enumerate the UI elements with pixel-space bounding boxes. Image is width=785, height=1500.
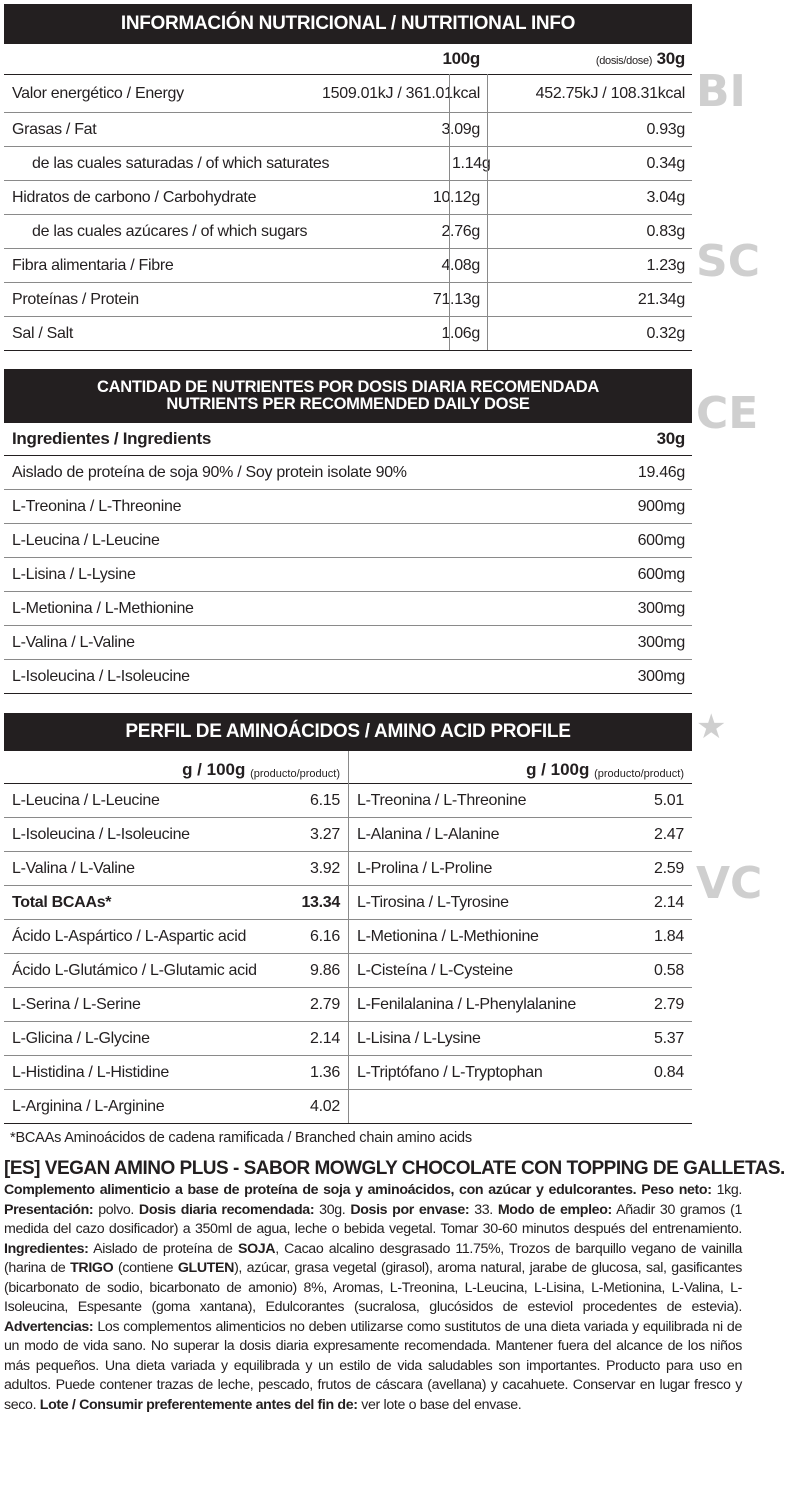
ingredient-row [4, 489, 692, 523]
amino-name: L-Lisina / L-Lysine [357, 1029, 481, 1047]
net-weight: 1kg. [716, 1182, 743, 1198]
ingredient-row [4, 659, 692, 693]
amino-name: L-Serina / L-Serine [12, 995, 141, 1013]
nutrient-perdose: 21.34g [637, 290, 685, 308]
amino-acid-grid [4, 751, 692, 1123]
net-weight-label: Peso neto: [641, 1182, 712, 1198]
daily-dose-title-en: NUTRIENTS PER RECOMMENDED DAILY DOSE [166, 395, 530, 413]
background-fragment: VC [696, 858, 763, 909]
amino-value: 3.92 [310, 859, 340, 877]
nutrient-per100: 10.12g [432, 188, 480, 206]
unit-label: g / 100g [182, 760, 246, 779]
ingredient-label: L-Leucina / L-Leucine [12, 531, 160, 549]
background-star-icon: ★ [696, 707, 727, 747]
ingredients-header-label: Ingredientes / Ingredients [12, 429, 212, 448]
ingredient-row [4, 591, 692, 625]
nutrition-row-carbohydrate [4, 180, 692, 214]
nutrition-row-sugars [4, 214, 692, 248]
amino-row [349, 885, 692, 919]
amino-value: 5.01 [654, 791, 684, 809]
amino-name: L-Histidina / L-Histidine [12, 1063, 170, 1081]
warnings-label: Advertencias: [4, 1318, 94, 1335]
nutrient-perdose: 0.83g [646, 222, 685, 240]
amino-value: 4.02 [310, 1097, 340, 1115]
amino-row [4, 1021, 348, 1055]
amino-name: Ácido L-Aspártico / L-Aspartic acid [12, 927, 247, 945]
amino-row [4, 1089, 348, 1123]
amino-row [349, 919, 692, 953]
amino-row [4, 919, 348, 953]
amino-value: 1.84 [654, 927, 684, 945]
allergen-soy: SOJA [237, 1240, 276, 1257]
amino-value: 2.79 [654, 995, 684, 1013]
nutrient-perdose: 0.34g [646, 154, 685, 172]
amino-name: L-Tirosina / L-Tyrosine [357, 893, 509, 911]
background-fragment: SC [696, 236, 760, 287]
ingredient-value: 600mg [637, 565, 685, 583]
nutrient-per100: 1.14g [451, 154, 491, 172]
daily-dose-label: Dosis diaria recomendada: [138, 1201, 315, 1218]
nutrient-label: Valor energético / Energy [12, 84, 184, 102]
amino-name: L-Isoleucina / L-Isoleucine [12, 825, 190, 843]
amino-name: L-Treonina / L-Threonine [357, 791, 527, 809]
amino-unit-header [349, 751, 692, 783]
amino-row [349, 851, 692, 885]
nutrient-per100: 71.13g [432, 290, 480, 308]
amino-value: 2.59 [654, 859, 684, 877]
daily-dose-table [4, 369, 692, 694]
amino-name: L-Cisteína / L-Cysteine [357, 961, 513, 979]
amino-value: 3.27 [310, 825, 340, 843]
ingredient-label: L-Treonina / L-Threonine [12, 497, 182, 515]
ingredient-row [4, 557, 692, 591]
amino-name: Ácido L-Glutámico / L-Glutamic acid [12, 961, 257, 979]
amino-row [349, 817, 692, 851]
warnings: Los complementos alimenticios no deben utilizarse como sustitutos de una dieta variada y equilibrada ni de un modo de vida sano. No superar la dosis diaria expresamente recomendada. Mantener fuera del alcance de los niños más pequeños. Una dieta variada y equilibrada y un estilo de vida saludables son importantes. Producto para uso en adultos. Puede contener trazas de leche, pescado, frutos de cáscara (avellana) y cacahuete. Conservar en lugar fresco y seco. [4, 1318, 742, 1413]
nutrition-header-row [4, 44, 692, 74]
ingredients-header-row [4, 423, 692, 455]
unit-note: (producto/product) [594, 768, 684, 780]
nutrient-perdose: 0.93g [646, 120, 685, 138]
nutrient-per100: 1509.01kJ / 361.01kcal [322, 84, 480, 102]
nutrition-row-protein [4, 282, 692, 316]
amino-row [4, 851, 348, 885]
ingredient-value: 19.46g [637, 463, 685, 481]
amino-row [349, 783, 692, 817]
amino-name: L-Alanina / L-Alanine [357, 825, 500, 843]
presentation: polvo. [98, 1201, 134, 1218]
amino-row [4, 817, 348, 851]
product-title: [ES] VEGAN AMINO PLUS - SABOR MOWGLY CHOCOLATE CON TOPPING DE GALLETAS. [4, 1158, 785, 1179]
amino-row [4, 987, 348, 1021]
nutrient-label: de las cuales saturadas / of which saturates [32, 154, 330, 172]
amino-value: 2.47 [654, 825, 684, 843]
amino-value: 5.37 [654, 1029, 684, 1047]
ingredient-value: 600mg [637, 531, 685, 549]
amino-value: 13.34 [301, 893, 340, 911]
nutrient-label: Sal / Salt [12, 324, 74, 342]
nutrition-row-saturates [4, 146, 692, 180]
ingredient-row [4, 625, 692, 659]
amino-acid-table [4, 713, 692, 1124]
nutrient-per100: 1.06g [441, 324, 480, 342]
nutrition-row-salt [4, 316, 692, 350]
usage-label: Modo de empleo: [497, 1201, 612, 1218]
amino-row [349, 1055, 692, 1089]
amino-value: 0.58 [654, 961, 684, 979]
amino-value: 0.84 [654, 1063, 684, 1081]
amino-row [4, 1055, 348, 1089]
ingredient-value: 300mg [637, 667, 685, 685]
amino-value: 2.79 [310, 995, 340, 1013]
column-dose [480, 49, 685, 69]
nutrition-table [4, 4, 692, 351]
amino-name: L-Triptófano / L-Tryptophan [357, 1063, 543, 1081]
doses-label: Dosis por envase: [350, 1201, 470, 1218]
nutrient-per100: 3.09g [441, 120, 480, 138]
amino-acid-column-right [348, 751, 692, 1123]
amino-row [349, 987, 692, 1021]
ingredients-header-value: 30g [656, 429, 685, 448]
nutrient-label: Fibra alimentaria / Fibre [12, 256, 174, 274]
amino-row [4, 953, 348, 987]
lot: ver lote o base del envase. [361, 1396, 522, 1413]
amino-name: L-Fenilalanina / L-Phenylalanine [357, 995, 576, 1013]
ingredients-text: ), azúcar, grasa vegetal (girasol), aroma natural, jarabe de glucosa, sal, gasificantes (bicarbonato de sodio, bicarbonato de amonio) 8%, Aromas, L-Treonina, L-Leucina, L-Lisina, L-Metionina, L-Valina, L-Isoleucina, Espesante (goma xantana), Edulcorantes (sucralosa, glucósidos de esteviol procedentes de estevia). [4, 1260, 743, 1315]
amino-name: L-Glicina / L-Glycine [12, 1029, 150, 1047]
lot-label: Lote / Consumir preferentemente antes del fin de: [39, 1396, 358, 1413]
allergen-wheat: TRIGO [70, 1260, 114, 1276]
ingredients-label: Ingredientes: [4, 1240, 89, 1257]
daily-dose: 30g. [319, 1201, 346, 1218]
usage: Añadir 30 gramos (1 medida del cazo dosificador) a 350ml de agua, leche o bebida vegetal. Tomar 30-60 minutos después del entrenamiento. [4, 1201, 742, 1237]
ingredient-label: L-Isoleucina / L-Isoleucine [12, 667, 190, 685]
ingredient-label: L-Valina / L-Valine [12, 633, 135, 651]
amino-value: 2.14 [310, 1029, 340, 1047]
ingredient-label: L-Metionina / L-Methionine [12, 599, 194, 617]
amino-name: L-Leucina / L-Leucine [12, 791, 160, 809]
nutrient-label: de las cuales azúcares / of which sugars [32, 222, 308, 240]
amino-name: L-Metionina / L-Methionine [357, 927, 539, 945]
doses: 33. [474, 1201, 493, 1218]
description-intro: Complemento alimenticio a base de proteína de soja y aminoácidos, con azúcar y edulcorantes. [4, 1182, 637, 1198]
dose-prefix: (dosis/dose) [595, 55, 653, 67]
nutrition-table-title: INFORMACIÓN NUTRICIONAL / NUTRITIONAL INFO [4, 4, 692, 44]
nutrient-per100: 2.76g [441, 222, 480, 240]
amino-name: L-Valina / L-Valine [12, 859, 135, 877]
ingredient-value: 300mg [637, 633, 685, 651]
ingredient-label: Aislado de proteína de soja 90% / Soy protein isolate 90% [12, 463, 407, 481]
unit-note: (producto/product) [250, 768, 340, 780]
amino-name: Total BCAAs* [12, 893, 112, 911]
amino-value: 9.86 [310, 961, 340, 979]
product-description [4, 1181, 742, 1415]
column-100g: 100g [442, 49, 480, 68]
nutrient-label: Proteínas / Protein [12, 290, 139, 308]
ingredients-text: Aislado de proteína de [93, 1240, 233, 1257]
nutrient-label: Hidratos de carbono / Carbohydrate [12, 188, 257, 206]
nutrient-perdose: 3.04g [646, 188, 685, 206]
background-fragment: CE [696, 388, 759, 439]
dose-value: 30g [656, 49, 685, 68]
ingredient-label: L-Lisina / L-Lysine [12, 565, 136, 583]
amino-value: 1.36 [310, 1063, 340, 1081]
amino-row-empty [349, 1089, 692, 1123]
amino-row [349, 1021, 692, 1055]
amino-unit-header [4, 751, 348, 783]
nutrition-row-energy [4, 74, 692, 112]
ingredient-row [4, 455, 692, 489]
daily-dose-title-es: CANTIDAD DE NUTRIENTES POR DOSIS DIARIA RECOMENDADA [96, 377, 600, 396]
ingredients-text: (contiene [117, 1260, 174, 1276]
amino-name: L-Arginina / L-Arginine [12, 1097, 165, 1115]
amino-acid-column-left [4, 751, 348, 1123]
ingredient-value: 300mg [637, 599, 685, 617]
nutrient-per100: 4.08g [441, 256, 480, 274]
nutrition-row-fibre [4, 248, 692, 282]
unit-label: g / 100g [526, 760, 590, 779]
nutrient-perdose: 0.32g [646, 324, 685, 342]
amino-acid-title: PERFIL DE AMINOÁCIDOS / AMINO ACID PROFILE [4, 713, 692, 751]
ingredients-text: , Cacao alcalino desgrasado 11.75%, Trozos de barquillo vegano de vainilla (harina de [4, 1240, 743, 1276]
amino-name: L-Prolina / L-Proline [357, 859, 493, 877]
background-fragment: BI [696, 66, 746, 117]
bcaa-footnote: *BCAAs Aminoácidos de cadena ramificada / Branched chain amino acids [10, 1130, 472, 1146]
nutrient-perdose: 1.23g [646, 256, 685, 274]
nutrient-label: Grasas / Fat [12, 120, 97, 138]
amino-row [349, 953, 692, 987]
amino-value: 6.15 [310, 791, 340, 809]
amino-row [4, 783, 348, 817]
allergen-gluten: GLUTEN [177, 1260, 235, 1276]
nutrition-row-fat [4, 112, 692, 146]
amino-value: 2.14 [654, 893, 684, 911]
daily-dose-title [4, 369, 692, 423]
amino-row-total-bcaas [4, 885, 348, 919]
ingredient-value: 900mg [637, 497, 685, 515]
amino-value: 6.16 [310, 927, 340, 945]
ingredient-row [4, 523, 692, 557]
nutrient-perdose: 452.75kJ / 108.31kcal [535, 84, 685, 102]
presentation-label: Presentación: [4, 1201, 94, 1218]
